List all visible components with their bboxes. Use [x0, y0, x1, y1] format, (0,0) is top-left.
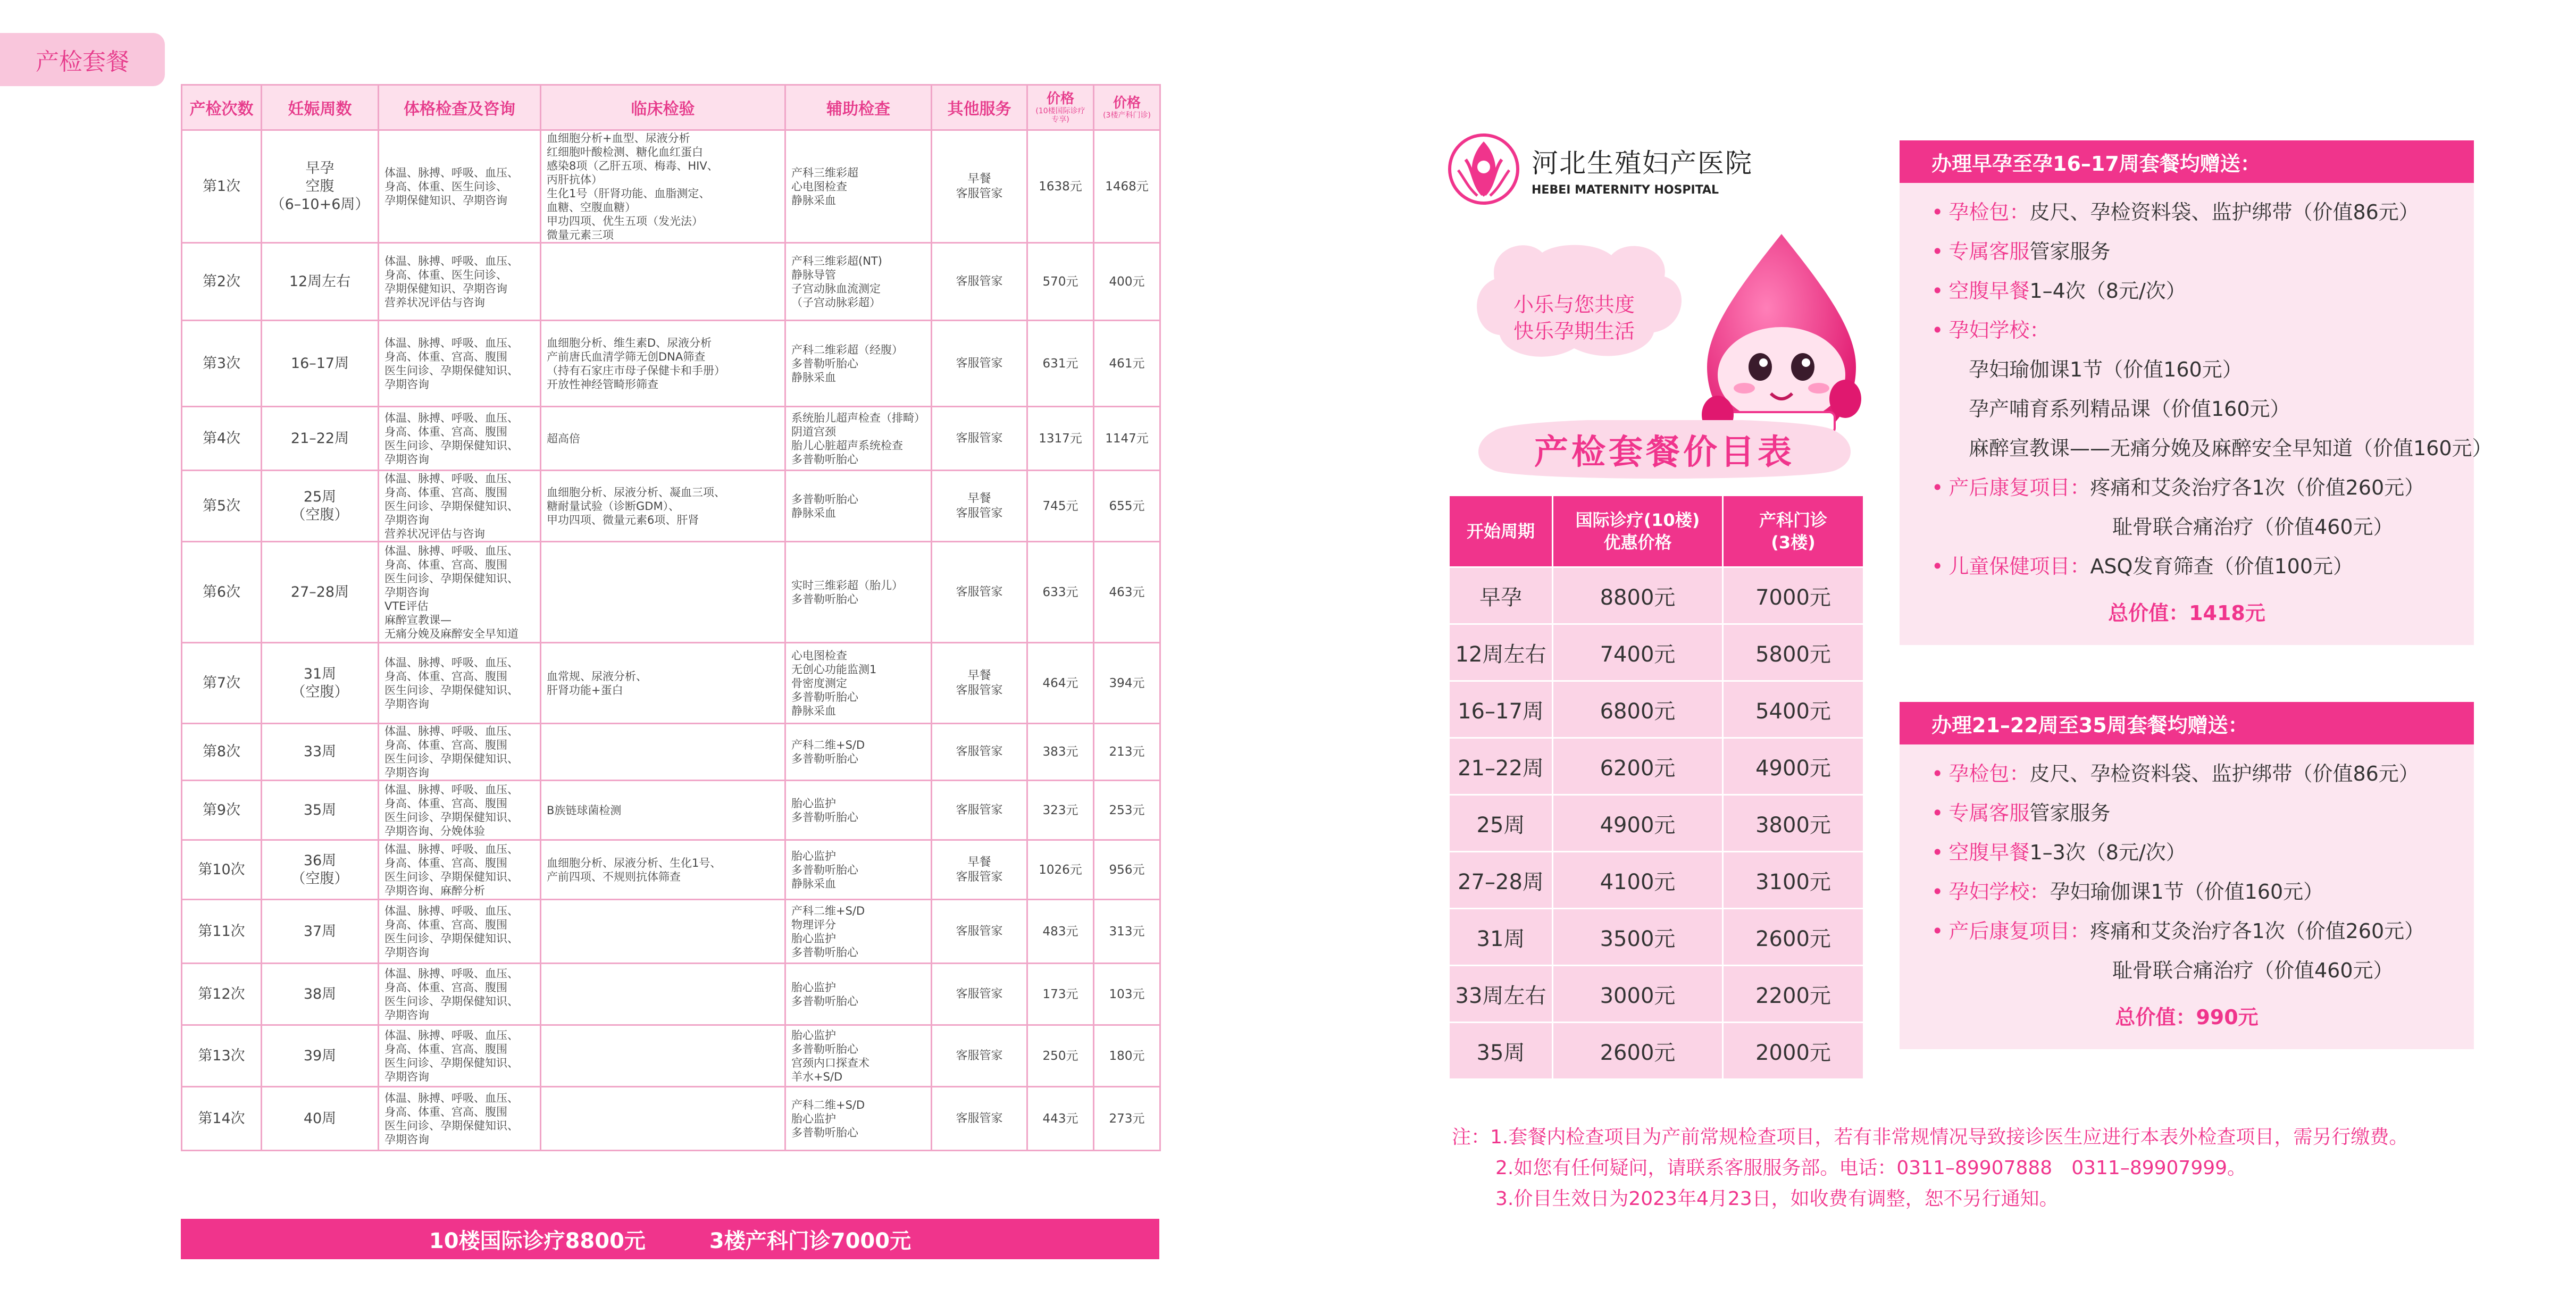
other-cell: 早餐 客服管家: [932, 471, 1027, 542]
price-header-ob: 产科门诊 (3楼): [1723, 496, 1864, 567]
clinical-cell: 超高倍: [541, 407, 785, 471]
price-ob-cell: 273元: [1094, 1087, 1160, 1151]
price-ob-cell: 394元: [1094, 643, 1160, 724]
physical-cell: 体温、脉搏、呼吸、血压、 身高、体重、医生问诊、 孕期保健知识、孕期咨询: [379, 130, 541, 243]
price-intl-cell: 4900元: [1553, 795, 1723, 852]
header-clinical: 临床检验: [541, 85, 785, 130]
table-row: [182, 781, 1160, 840]
clinical-cell: [541, 1087, 785, 1151]
header-price-ob-sub: (3楼产科门诊): [1103, 111, 1151, 120]
price-intl-cell: 7400元: [1553, 624, 1723, 681]
price-row: [1449, 738, 1864, 795]
physical-cell: 体温、脉搏、呼吸、血压、 身高、体重、宫高、腹围 医生问诊、孕期保健知识、 孕期咨询、分娩体验: [379, 781, 541, 840]
aux-cell: 产科二维+S/D 胎心监护 多普勒听胎心: [785, 1087, 932, 1151]
price-start-cell: 21–22周: [1449, 738, 1553, 795]
visit-cell: 第11次: [182, 900, 262, 964]
clinical-cell: [541, 964, 785, 1025]
physical-cell: 体温、脉搏、呼吸、血压、 身高、体重、宫高、腹围 医生问诊、孕期保健知识、 孕期咨询 VTE评估 麻醉宣教课— 无痛分娩及麻醉安全早知道: [379, 542, 541, 643]
price-ob-cell: 103元: [1094, 964, 1160, 1025]
price-intl-cell: 483元: [1027, 900, 1094, 964]
clinical-cell: [541, 243, 785, 321]
price-row: [1449, 1023, 1864, 1079]
price-ob-cell: 2000元: [1723, 1023, 1864, 1079]
gift2-row-rehab: • 产后康复项目：疼痛和艾灸治疗各1次（价值260元）: [1931, 919, 2425, 943]
week-cell: 16–17周: [262, 321, 379, 407]
gift2-row-breakfast: • 空腹早餐1–3次（8元/次）: [1931, 841, 2186, 864]
gift1-row-kit: • 孕检包：皮尺、孕检资料袋、监护绑带（价值86元）: [1931, 200, 2419, 224]
gift2-row-rehab-b: 耻骨联合痛治疗（价值460元）: [2112, 959, 2394, 982]
other-cell: 客服管家: [932, 1087, 1027, 1151]
week-cell: 25周 （空腹）: [262, 471, 379, 542]
note-2: 2.如您有任何疑问，请联系客服服务部。电话：0311–89907888 0311–89907999。: [1495, 1157, 2247, 1179]
physical-cell: 体温、脉搏、呼吸、血压、 身高、体重、宫高、腹围 医生问诊、孕期保健知识、 孕期咨询: [379, 724, 541, 781]
aux-cell: 心电图检查 无创心功能监测1 骨密度测定 多普勒听胎心 静脉采血: [785, 643, 932, 724]
header-week: 妊娠周数: [262, 85, 379, 130]
other-cell: 早餐 客服管家: [932, 840, 1027, 900]
table-row: [182, 964, 1160, 1025]
other-cell: 客服管家: [932, 542, 1027, 643]
week-cell: 12周左右: [262, 243, 379, 321]
price-intl-cell: 250元: [1027, 1025, 1094, 1087]
price-ob-cell: 2600元: [1723, 909, 1864, 966]
header-price-intl-sub: (10楼国际诊疗专享): [1035, 107, 1085, 124]
price-start-cell: 31周: [1449, 909, 1553, 966]
footer-ob-price: 3楼产科门诊7000元: [709, 1228, 911, 1253]
clinical-cell: [541, 1025, 785, 1087]
gift1-row-school-c: 麻醉宣教课——无痛分娩及麻醉安全早知道（价值160元）: [1969, 437, 2493, 460]
gift-box-mid-title: 办理21–22周至35周套餐均赠送：: [1900, 702, 2474, 744]
header-price-intl-label: 价格: [1046, 91, 1074, 107]
price-ob-cell: 5400元: [1723, 681, 1864, 738]
other-cell: 客服管家: [932, 1025, 1027, 1087]
visit-cell: 第10次: [182, 840, 262, 900]
other-cell: 客服管家: [932, 964, 1027, 1025]
table-row: [182, 321, 1160, 407]
price-start-cell: 16–17周: [1449, 681, 1553, 738]
price-ob-cell: 1468元: [1094, 130, 1160, 243]
table-row: [182, 900, 1160, 964]
table-row: [182, 471, 1160, 542]
clinical-cell: [541, 900, 785, 964]
price-intl-cell: 1317元: [1027, 407, 1094, 471]
price-start-cell: 27–28周: [1449, 852, 1553, 909]
physical-cell: 体温、脉搏、呼吸、血压、 身高、体重、宫高、腹围 医生问诊、孕期保健知识、 孕期咨询 营养状况评估与咨询: [379, 471, 541, 542]
price-intl-cell: 8800元: [1553, 567, 1723, 624]
aux-cell: 实时三维彩超（胎儿） 多普勒听胎心: [785, 542, 932, 643]
other-cell: 客服管家: [932, 321, 1027, 407]
other-cell: 早餐 客服管家: [932, 130, 1027, 243]
clinical-cell: 血常规、尿液分析、 肝肾功能+蛋白: [541, 643, 785, 724]
price-ob-cell: 655元: [1094, 471, 1160, 542]
price-intl-cell: 173元: [1027, 964, 1094, 1025]
gift1-row-service: • 专属客服管家服务: [1931, 240, 2111, 263]
physical-cell: 体温、脉搏、呼吸、血压、 身高、体重、宫高、腹围 医生问诊、孕期保健知识、 孕期咨询: [379, 964, 541, 1025]
week-cell: 36周 （空腹）: [262, 840, 379, 900]
hospital-name-en: HEBEI MATERNITY HOSPITAL: [1532, 183, 1719, 197]
week-cell: 38周: [262, 964, 379, 1025]
gift1-row-child: • 儿童保健项目：ASQ发育筛查（价值100元）: [1931, 555, 2353, 578]
visit-cell: 第5次: [182, 471, 262, 542]
physical-cell: 体温、脉搏、呼吸、血压、 身高、体重、宫高、腹围 医生问诊、孕期保健知识、 孕期咨询: [379, 1025, 541, 1087]
clinical-cell: [541, 542, 785, 643]
table-row: [182, 542, 1160, 643]
price-header-intl: 国际诊疗(10楼) 优惠价格: [1553, 496, 1723, 567]
physical-cell: 体温、脉搏、呼吸、血压、 身高、体重、医生问诊、 孕期保健知识、孕期咨询 营养状况评估与咨询: [379, 243, 541, 321]
price-start-cell: 早孕: [1449, 567, 1553, 624]
other-cell: 客服管家: [932, 781, 1027, 840]
clinical-cell: 血细胞分析、尿液分析、凝血三项、 糖耐量试验（诊断GDM）、 甲功四项、微量元素6项、肝肾: [541, 471, 785, 542]
price-intl-cell: 443元: [1027, 1087, 1094, 1151]
aux-cell: 产科三维彩超(NT) 静脉导管 子宫动脉血流测定 （子宫动脉彩超）: [785, 243, 932, 321]
price-ob-cell: 1147元: [1094, 407, 1160, 471]
header-aux: 辅助检查: [785, 85, 932, 130]
week-cell: 40周: [262, 1087, 379, 1151]
price-header-start: 开始周期: [1449, 496, 1553, 567]
gift-box-mid: [1900, 702, 2474, 1049]
aux-cell: 产科二维+S/D 物理评分 胎心监护 多普勒听胎心: [785, 900, 932, 964]
price-ob-cell: 3800元: [1723, 795, 1864, 852]
price-ob-cell: 213元: [1094, 724, 1160, 781]
physical-cell: 体温、脉搏、呼吸、血压、 身高、体重、宫高、腹围 医生问诊、孕期保健知识、 孕期咨询: [379, 1087, 541, 1151]
price-ob-cell: 313元: [1094, 900, 1160, 964]
clinical-cell: [541, 724, 785, 781]
price-ob-cell: 461元: [1094, 321, 1160, 407]
price-ob-cell: 180元: [1094, 1025, 1160, 1087]
price-intl-cell: 2600元: [1553, 1023, 1723, 1079]
price-ob-cell: 463元: [1094, 542, 1160, 643]
price-intl-cell: 745元: [1027, 471, 1094, 542]
price-row: [1449, 909, 1864, 966]
price-start-cell: 25周: [1449, 795, 1553, 852]
table-row: [182, 130, 1160, 243]
price-intl-cell: 1026元: [1027, 840, 1094, 900]
price-intl-cell: 3500元: [1553, 909, 1723, 966]
other-cell: 客服管家: [932, 243, 1027, 321]
week-cell: 39周: [262, 1025, 379, 1087]
physical-cell: 体温、脉搏、呼吸、血压、 身高、体重、宫高、腹围 医生问诊、孕期保健知识、 孕期咨询: [379, 900, 541, 964]
clinical-cell: 血细胞分析、尿液分析、生化1号、 产前四项、不规则抗体筛查: [541, 840, 785, 900]
table-row: [182, 407, 1160, 471]
footer-intl-price: 10楼国际诊疗8800元: [429, 1228, 646, 1253]
price-list-title: 产检套餐价目表: [1534, 433, 1795, 472]
price-intl-cell: 631元: [1027, 321, 1094, 407]
price-ob-cell: 7000元: [1723, 567, 1864, 624]
visit-cell: 第14次: [182, 1087, 262, 1151]
tab-prenatal-package[interactable]: 产检套餐: [0, 33, 165, 86]
gift1-total: 总价值：1418元: [2108, 601, 2265, 625]
aux-cell: 系统胎儿超声检查（排畸） 阴道宫颈 胎儿心脏超声系统检查 多普勒听胎心: [785, 407, 932, 471]
week-cell: 27–28周: [262, 542, 379, 643]
price-intl-cell: 383元: [1027, 724, 1094, 781]
week-cell: 37周: [262, 900, 379, 964]
gift1-row-school-b: 孕产哺育系列精品课（价值160元）: [1969, 397, 2290, 421]
other-cell: 客服管家: [932, 900, 1027, 964]
price-intl-cell: 323元: [1027, 781, 1094, 840]
header-visit: 产检次数: [182, 85, 262, 130]
table-row: [182, 1025, 1160, 1087]
physical-cell: 体温、脉搏、呼吸、血压、 身高、体重、宫高、腹围 医生问诊、孕期保健知识、 孕期咨询: [379, 407, 541, 471]
bubble-line-2: 快乐孕期生活: [1513, 320, 1635, 343]
bubble-line-1: 小乐与您共度: [1513, 293, 1635, 316]
header-price-ob-label: 价格: [1113, 95, 1141, 111]
gift1-row-school: • 孕妇学校：: [1931, 319, 2050, 342]
package-total-bar: [181, 1219, 1159, 1259]
clinical-cell: 血细胞分析、维生素D、尿液分析 产前唐氏血清学筛无创DNA筛查 （持有石家庄市母子保健卡和手册） 开放性神经管畸形筛查: [541, 321, 785, 407]
table-header-row: [182, 85, 1160, 130]
price-intl-cell: 1638元: [1027, 130, 1094, 243]
bubble-text: [1478, 291, 1670, 345]
aux-cell: 产科三维彩超 心电图检查 静脉采血: [785, 130, 932, 243]
table-row: [182, 840, 1160, 900]
header-physical: 体格检查及咨询: [379, 85, 541, 130]
header-price-intl: [1027, 85, 1094, 130]
other-cell: 客服管家: [932, 407, 1027, 471]
price-intl-cell: 3000元: [1553, 966, 1723, 1023]
price-header-row: [1449, 496, 1864, 567]
other-cell: 客服管家: [932, 724, 1027, 781]
price-row: [1449, 624, 1864, 681]
gift1-row-rehab: • 产后康复项目：疼痛和艾灸治疗各1次（价值260元）: [1931, 476, 2425, 499]
price-ob-cell: 3100元: [1723, 852, 1864, 909]
gift2-row-kit: • 孕检包：皮尺、孕检资料袋、监护绑带（价值86元）: [1931, 762, 2419, 785]
price-row: [1449, 795, 1864, 852]
price-row: [1449, 852, 1864, 909]
physical-cell: 体温、脉搏、呼吸、血压、 身高、体重、宫高、腹围 医生问诊、孕期保健知识、 孕期咨询、麻醉分析: [379, 840, 541, 900]
package-price-table: [1448, 495, 1864, 1080]
price-start-cell: 33周左右: [1449, 966, 1553, 1023]
table-row: [182, 243, 1160, 321]
price-start-cell: 35周: [1449, 1023, 1553, 1079]
visit-cell: 第12次: [182, 964, 262, 1025]
price-start-cell: 12周左右: [1449, 624, 1553, 681]
price-ob-cell: 253元: [1094, 781, 1160, 840]
clinical-cell: 血细胞分析+血型、尿液分析 红细胞叶酸检测、糖化血红蛋白 感染8项（乙肝五项、梅毒、HIV、 丙肝抗体） 生化1号（肝肾功能、血脂测定、 血糖、空腹血糖） 甲功四项、优生五项（发光法） 微量元素三项: [541, 130, 785, 243]
gift-box-early: [1900, 140, 2493, 645]
prenatal-schedule-table: [181, 84, 1161, 1151]
table-row: [182, 724, 1160, 781]
week-cell: 31周 （空腹）: [262, 643, 379, 724]
note-1: 注：1.套餐内检查项目为产前常规检查项目，若有非常规情况导致接诊医生应进行本表外检查项目，需另行缴费。: [1452, 1126, 2408, 1148]
visit-cell: 第9次: [182, 781, 262, 840]
visit-cell: 第4次: [182, 407, 262, 471]
price-row: [1449, 681, 1864, 738]
aux-cell: 胎心监护 多普勒听胎心 宫颈内口探查术 羊水+S/D: [785, 1025, 932, 1087]
aux-cell: 胎心监护 多普勒听胎心 静脉采血: [785, 840, 932, 900]
visit-cell: 第13次: [182, 1025, 262, 1087]
aux-cell: 产科二维+S/D 多普勒听胎心: [785, 724, 932, 781]
price-row: [1449, 966, 1864, 1023]
other-cell: 早餐 客服管家: [932, 643, 1027, 724]
table-row: [182, 1087, 1160, 1151]
hospital-logo-icon: [1446, 132, 1521, 206]
gift2-row-service: • 专属客服管家服务: [1931, 801, 2111, 825]
aux-cell: 胎心监护 多普勒听胎心: [785, 781, 932, 840]
visit-cell: 第2次: [182, 243, 262, 321]
header-other: 其他服务: [932, 85, 1027, 130]
price-intl-cell: 570元: [1027, 243, 1094, 321]
note-3: 3.价目生效日为2023年4月23日，如收费有调整，恕不另行通知。: [1495, 1188, 2059, 1210]
week-cell: 21–22周: [262, 407, 379, 471]
price-ob-cell: 2200元: [1723, 966, 1864, 1023]
price-intl-cell: 464元: [1027, 643, 1094, 724]
gift1-row-breakfast: • 空腹早餐1–4次（8元/次）: [1931, 279, 2186, 303]
price-row: [1449, 567, 1864, 624]
header-price-ob: [1094, 85, 1160, 130]
price-ob-cell: 956元: [1094, 840, 1160, 900]
week-cell: 35周: [262, 781, 379, 840]
hospital-logo: [1446, 132, 1753, 206]
price-intl-cell: 4100元: [1553, 852, 1723, 909]
gift1-row-school-a: 孕妇瑜伽课1节（价值160元）: [1969, 358, 2243, 381]
price-ob-cell: 400元: [1094, 243, 1160, 321]
gift1-row-rehab-b: 耻骨联合痛治疗（价值460元）: [2112, 515, 2394, 539]
price-intl-cell: 6200元: [1553, 738, 1723, 795]
visit-cell: 第3次: [182, 321, 262, 407]
clinical-cell: B族链球菌检测: [541, 781, 785, 840]
physical-cell: 体温、脉搏、呼吸、血压、 身高、体重、宫高、腹围 医生问诊、孕期保健知识、 孕期咨询: [379, 643, 541, 724]
visit-cell: 第1次: [182, 130, 262, 243]
visit-cell: 第8次: [182, 724, 262, 781]
visit-cell: 第7次: [182, 643, 262, 724]
aux-cell: 胎心监护 多普勒听胎心: [785, 964, 932, 1025]
gift-box-early-title: 办理早孕至孕16–17周套餐均赠送：: [1900, 140, 2474, 183]
price-intl-cell: 6800元: [1553, 681, 1723, 738]
price-ob-cell: 5800元: [1723, 624, 1864, 681]
week-cell: 早孕 空腹 （6–10+6周）: [262, 130, 379, 243]
aux-cell: 产科二维彩超（经腹） 多普勒听胎心 静脉采血: [785, 321, 932, 407]
aux-cell: 多普勒听胎心 静脉采血: [785, 471, 932, 542]
gift2-row-school: • 孕妇学校：孕妇瑜伽课1节（价值160元）: [1931, 880, 2324, 903]
table-row: [182, 643, 1160, 724]
gift2-total: 总价值：990元: [2115, 1006, 2259, 1029]
notes: [1452, 1122, 2408, 1215]
physical-cell: 体温、脉搏、呼吸、血压、 身高、体重、宫高、腹围 医生问诊、孕期保健知识、 孕期咨询: [379, 321, 541, 407]
price-intl-cell: 633元: [1027, 542, 1094, 643]
price-ob-cell: 4900元: [1723, 738, 1864, 795]
hospital-name-cn: 河北生殖妇产医院: [1532, 147, 1753, 179]
week-cell: 33周: [262, 724, 379, 781]
visit-cell: 第6次: [182, 542, 262, 643]
